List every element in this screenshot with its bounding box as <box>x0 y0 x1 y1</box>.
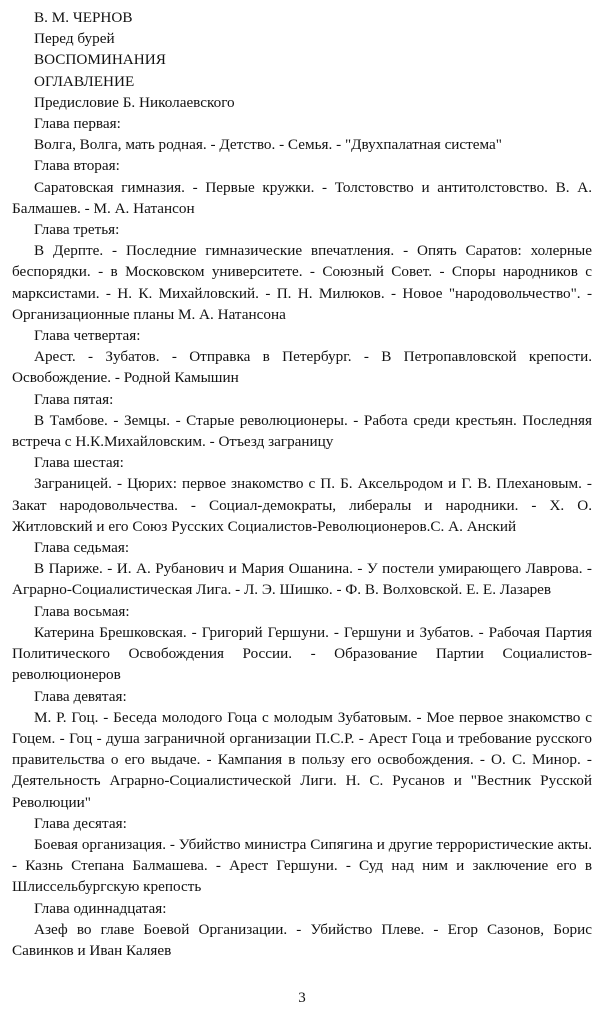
chapter-8-title: Глава восьмая: <box>34 602 130 620</box>
chapter-10-title: Глава десятая: <box>34 814 127 832</box>
chapter-2-title: Глава вторая: <box>34 157 120 175</box>
chapter-4-contents: Арест. - Зубатов. - Отправка в Петербург. - В Петропавловской крепости. Освобождение. - Родной Камышин <box>12 348 592 387</box>
chapter-11-title: Глава одиннадцатая: <box>34 899 167 917</box>
chapter-6-title: Глава шестая: <box>34 454 124 472</box>
chapter-3-contents: В Дерпте. - Последние гимназические впечатления. - Опять Саратов: холерные беспорядки. - в Московском университете. - Союзный Совет. - Споры народников с марксистами. - Н. К. Михайловский. - П. Н. Милюков. - Новое "народовольчество". - Организационные планы М. А. Натансона <box>12 242 592 323</box>
toc-heading: ОГЛАВЛЕНИЕ <box>34 72 135 90</box>
book-title: Перед бурей <box>34 30 115 48</box>
chapter-6-contents: Заграницей. - Цюрих: первое знакомство с П. Б. Аксельродом и Г. В. Плехановым. - Закат народовольчества. - Социал-демократы, либералы и народники. - Х. О. Житловский и его Союз Русских Социалистов-Революционеров.С. А. Анский <box>12 475 592 535</box>
chapter-5-title: Глава пятая: <box>34 390 114 408</box>
chapter-9-title: Глава девятая: <box>34 687 127 705</box>
chapter-11-contents: Азеф во главе Боевой Организации. - Убийство Плеве. - Егор Сазонов, Борис Савинков и Иван Каляев <box>12 920 592 959</box>
chapter-10-contents: Боевая организация. - Убийство министра Сипягина и другие террористические акты. - Казнь Степана Балмашева. - Арест Гершуни. - Суд над ним и заключение его в Шлиссельбургскую крепость <box>12 835 592 896</box>
chapter-2-contents: Саратовская гимназия. - Первые кружки. - Толстовство и антитолстовство. В. А. Балмашев. - М. А. Натансон <box>12 178 592 217</box>
chapter-3-title: Глава третья: <box>34 221 120 239</box>
chapter-8-contents: Катерина Брешковская. - Григорий Гершуни. - Гершуни и Зубатов. - Рабочая Партия Политического Освобождения России. - Образование Партии Социалистов-революционеров <box>12 623 592 684</box>
chapter-5-contents: В Тамбове. - Земцы. - Старые революционеры. - Работа среди крестьян. Последняя встреча с Н.К.Михайловским. - Отъезд заграницу <box>12 411 592 451</box>
preface-entry: Предисловие Б. Николаевского <box>34 93 235 111</box>
page-number: 3 <box>298 990 306 1006</box>
chapter-7-title: Глава седьмая: <box>34 539 130 557</box>
chapter-1-title: Глава первая: <box>34 115 121 133</box>
chapter-1-contents: Волга, Волга, мать родная. - Детство. - Семья. - "Двухпалатная система" <box>34 136 503 154</box>
chapter-9-contents: М. Р. Гоц. - Беседа молодого Гоца с молодым Зубатовым. - Мое первое знакомство с Гоцем. - Гоц - душа заграничной организации П.С.Р. - Арест Гоца и требование русского правительства о его выдаче. - Кампания в пользу его освобождения. - О. С. Минор. - Деятельность Аграрно-Социалистической Лиги. Н. С. Русанов и "Вестник Русской Революции" <box>12 708 592 811</box>
author-line: В. М. ЧЕРНОВ <box>34 9 133 26</box>
chapter-4-title: Глава четвертая: <box>34 327 141 345</box>
chapter-7-contents: В Париже. - И. А. Рубанович и Мария Ошанина. - У постели умирающего Лаврова. - Аграрно-Социалистическая Лига. - Л. Э. Шишко. - Ф. В. Волховской. Е. Е. Лазарев <box>12 560 592 599</box>
genre-heading: ВОСПОМИНАНИЯ <box>34 51 166 69</box>
